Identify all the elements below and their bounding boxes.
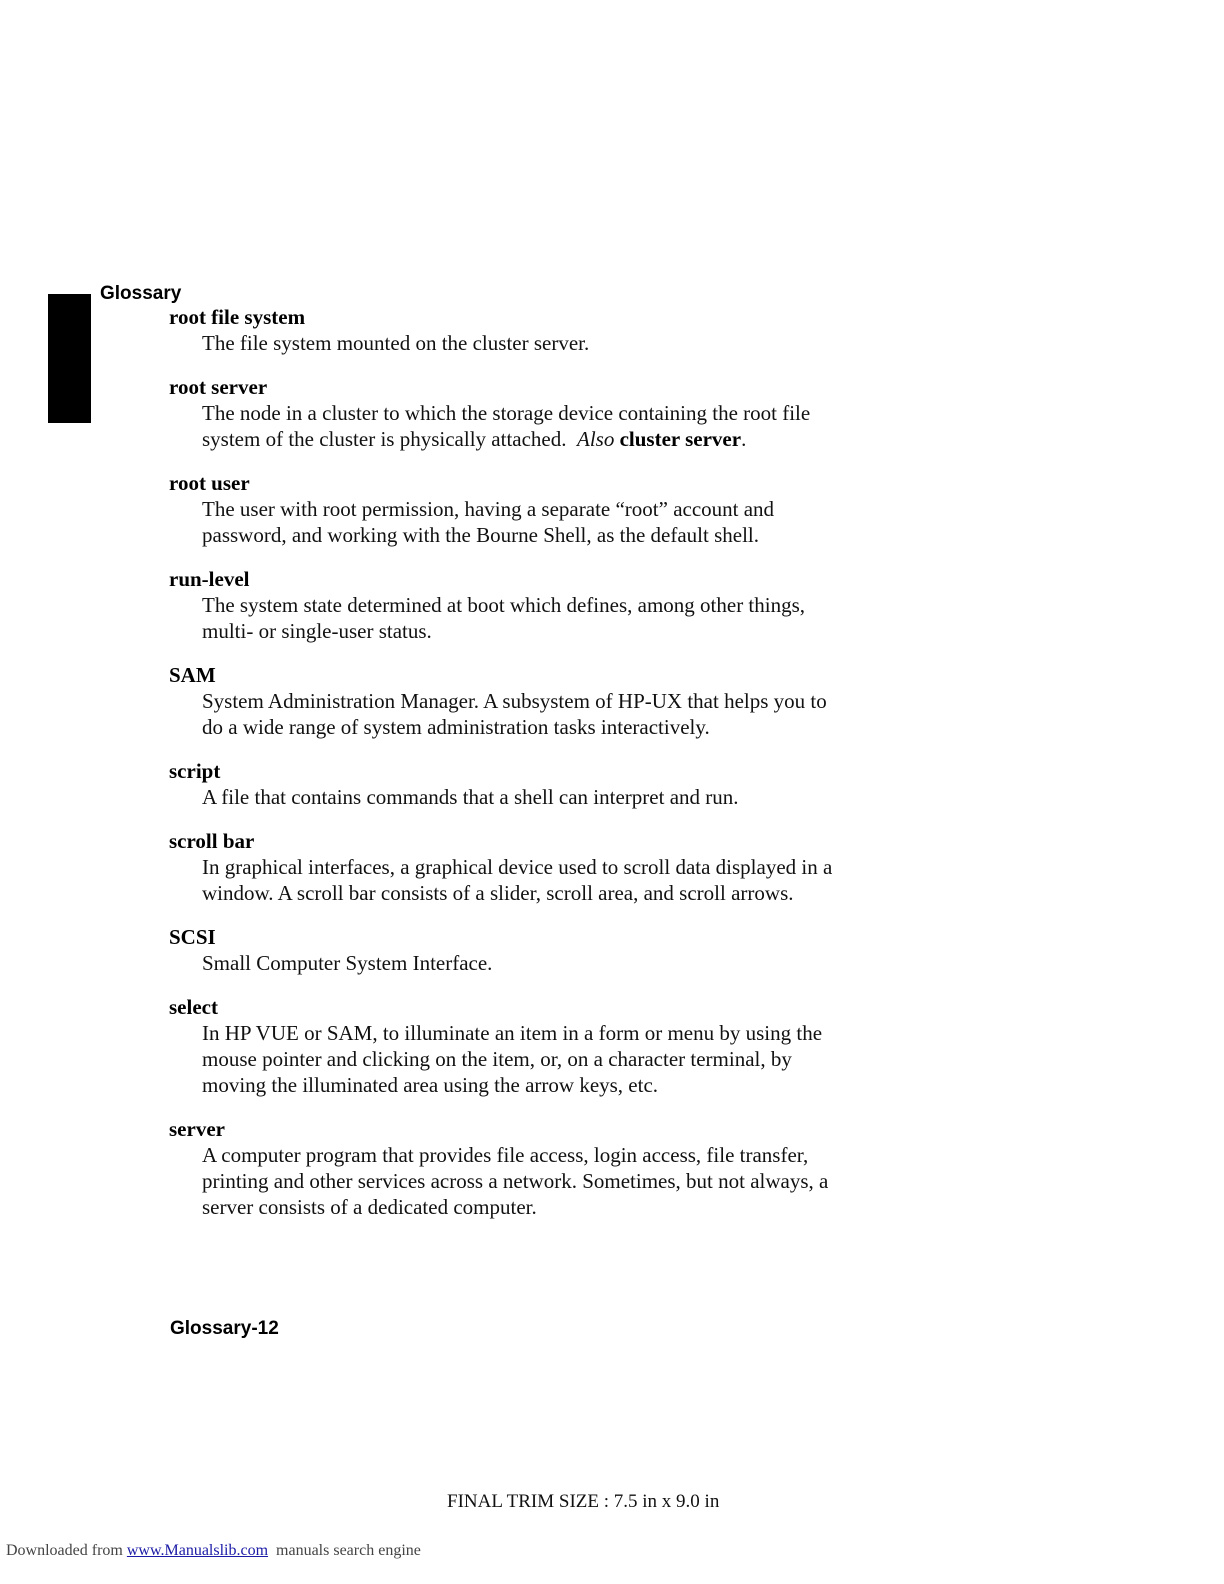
definition-line: The node in a cluster to which the storage device containing the root file bbox=[202, 401, 811, 425]
glossary-term: SAM bbox=[169, 663, 216, 687]
definition-line: The system state determined at boot which defines, among other things, bbox=[202, 593, 806, 617]
definition-line: password, and working with the Bourne Shell, as the default shell. bbox=[202, 523, 759, 547]
definition-text: system of the cluster is physically attached. bbox=[202, 427, 567, 451]
glossary-entry bbox=[169, 304, 929, 356]
footer-suffix: manuals search engine bbox=[276, 1542, 421, 1559]
glossary-entry bbox=[169, 924, 929, 976]
glossary-entry bbox=[169, 1116, 929, 1220]
glossary-term: scroll bar bbox=[169, 829, 255, 853]
definition-line bbox=[202, 426, 929, 452]
glossary-term: root user bbox=[169, 471, 250, 495]
section-header: Glossary bbox=[100, 283, 182, 304]
trim-size-note: FINAL TRIM SIZE : 7.5 in x 9.0 in bbox=[447, 1491, 720, 1512]
footer-prefix: Downloaded from bbox=[6, 1542, 123, 1559]
definition-line: Small Computer System Interface. bbox=[202, 951, 493, 975]
glossary-definition bbox=[202, 784, 929, 810]
glossary-term: script bbox=[169, 759, 221, 783]
definition-line: server consists of a dedicated computer. bbox=[202, 1195, 537, 1219]
definition-line: System Administration Manager. A subsystem of HP-UX that helps you to bbox=[202, 689, 827, 713]
glossary-definition bbox=[202, 330, 929, 356]
definition-line: A file that contains commands that a shell can interpret and run. bbox=[202, 785, 739, 809]
glossary-definition bbox=[202, 688, 929, 740]
definition-line: A computer program that provides file access, login access, file transfer, bbox=[202, 1143, 809, 1167]
definition-line: window. A scroll bar consists of a slider, scroll area, and scroll arrows. bbox=[202, 881, 794, 905]
glossary-entry bbox=[169, 566, 929, 644]
glossary-definition bbox=[202, 400, 929, 452]
glossary-entry bbox=[169, 662, 929, 740]
definition-line: The file system mounted on the cluster server. bbox=[202, 331, 590, 355]
chapter-thumb-tab bbox=[48, 294, 91, 423]
glossary-term: select bbox=[169, 995, 218, 1019]
glossary-definition bbox=[202, 950, 929, 976]
glossary-term: root server bbox=[169, 375, 268, 399]
glossary-term: SCSI bbox=[169, 925, 216, 949]
definition-line: The user with root permission, having a separate “root” account and bbox=[202, 497, 775, 521]
glossary-entry bbox=[169, 374, 929, 452]
glossary-term: server bbox=[169, 1117, 225, 1141]
glossary-entry bbox=[169, 758, 929, 810]
glossary-definition bbox=[202, 854, 929, 906]
glossary-definition bbox=[202, 1142, 929, 1220]
glossary-term: run-level bbox=[169, 567, 250, 591]
definition-line: moving the illuminated area using the arrow keys, etc. bbox=[202, 1073, 659, 1097]
glossary-definition bbox=[202, 496, 929, 548]
glossary-entry bbox=[169, 470, 929, 548]
page-number: Glossary-12 bbox=[170, 1318, 279, 1339]
glossary-definition bbox=[202, 592, 929, 644]
definition-line: multi- or single-user status. bbox=[202, 619, 432, 643]
glossary-entry bbox=[169, 994, 929, 1098]
definition-line: printing and other services across a network. Sometimes, but not always, a bbox=[202, 1169, 829, 1193]
cross-reference-term: cluster server bbox=[619, 427, 742, 451]
definition-line: In graphical interfaces, a graphical device used to scroll data displayed in a bbox=[202, 855, 833, 879]
glossary-entry bbox=[169, 828, 929, 906]
manualslib-link[interactable]: www.Manualslib.com bbox=[126, 1542, 269, 1559]
also-label: Also bbox=[577, 427, 615, 451]
glossary-term: root file system bbox=[169, 305, 306, 329]
download-footer bbox=[6, 1541, 421, 1561]
definition-punctuation: . bbox=[741, 427, 747, 451]
glossary-entries bbox=[169, 304, 929, 1220]
glossary-definition bbox=[202, 1020, 929, 1098]
definition-line: mouse pointer and clicking on the item, or, on a character terminal, by bbox=[202, 1047, 792, 1071]
definition-line: In HP VUE or SAM, to illuminate an item in a form or menu by using the bbox=[202, 1021, 823, 1045]
definition-line: do a wide range of system administration tasks interactively. bbox=[202, 715, 710, 739]
